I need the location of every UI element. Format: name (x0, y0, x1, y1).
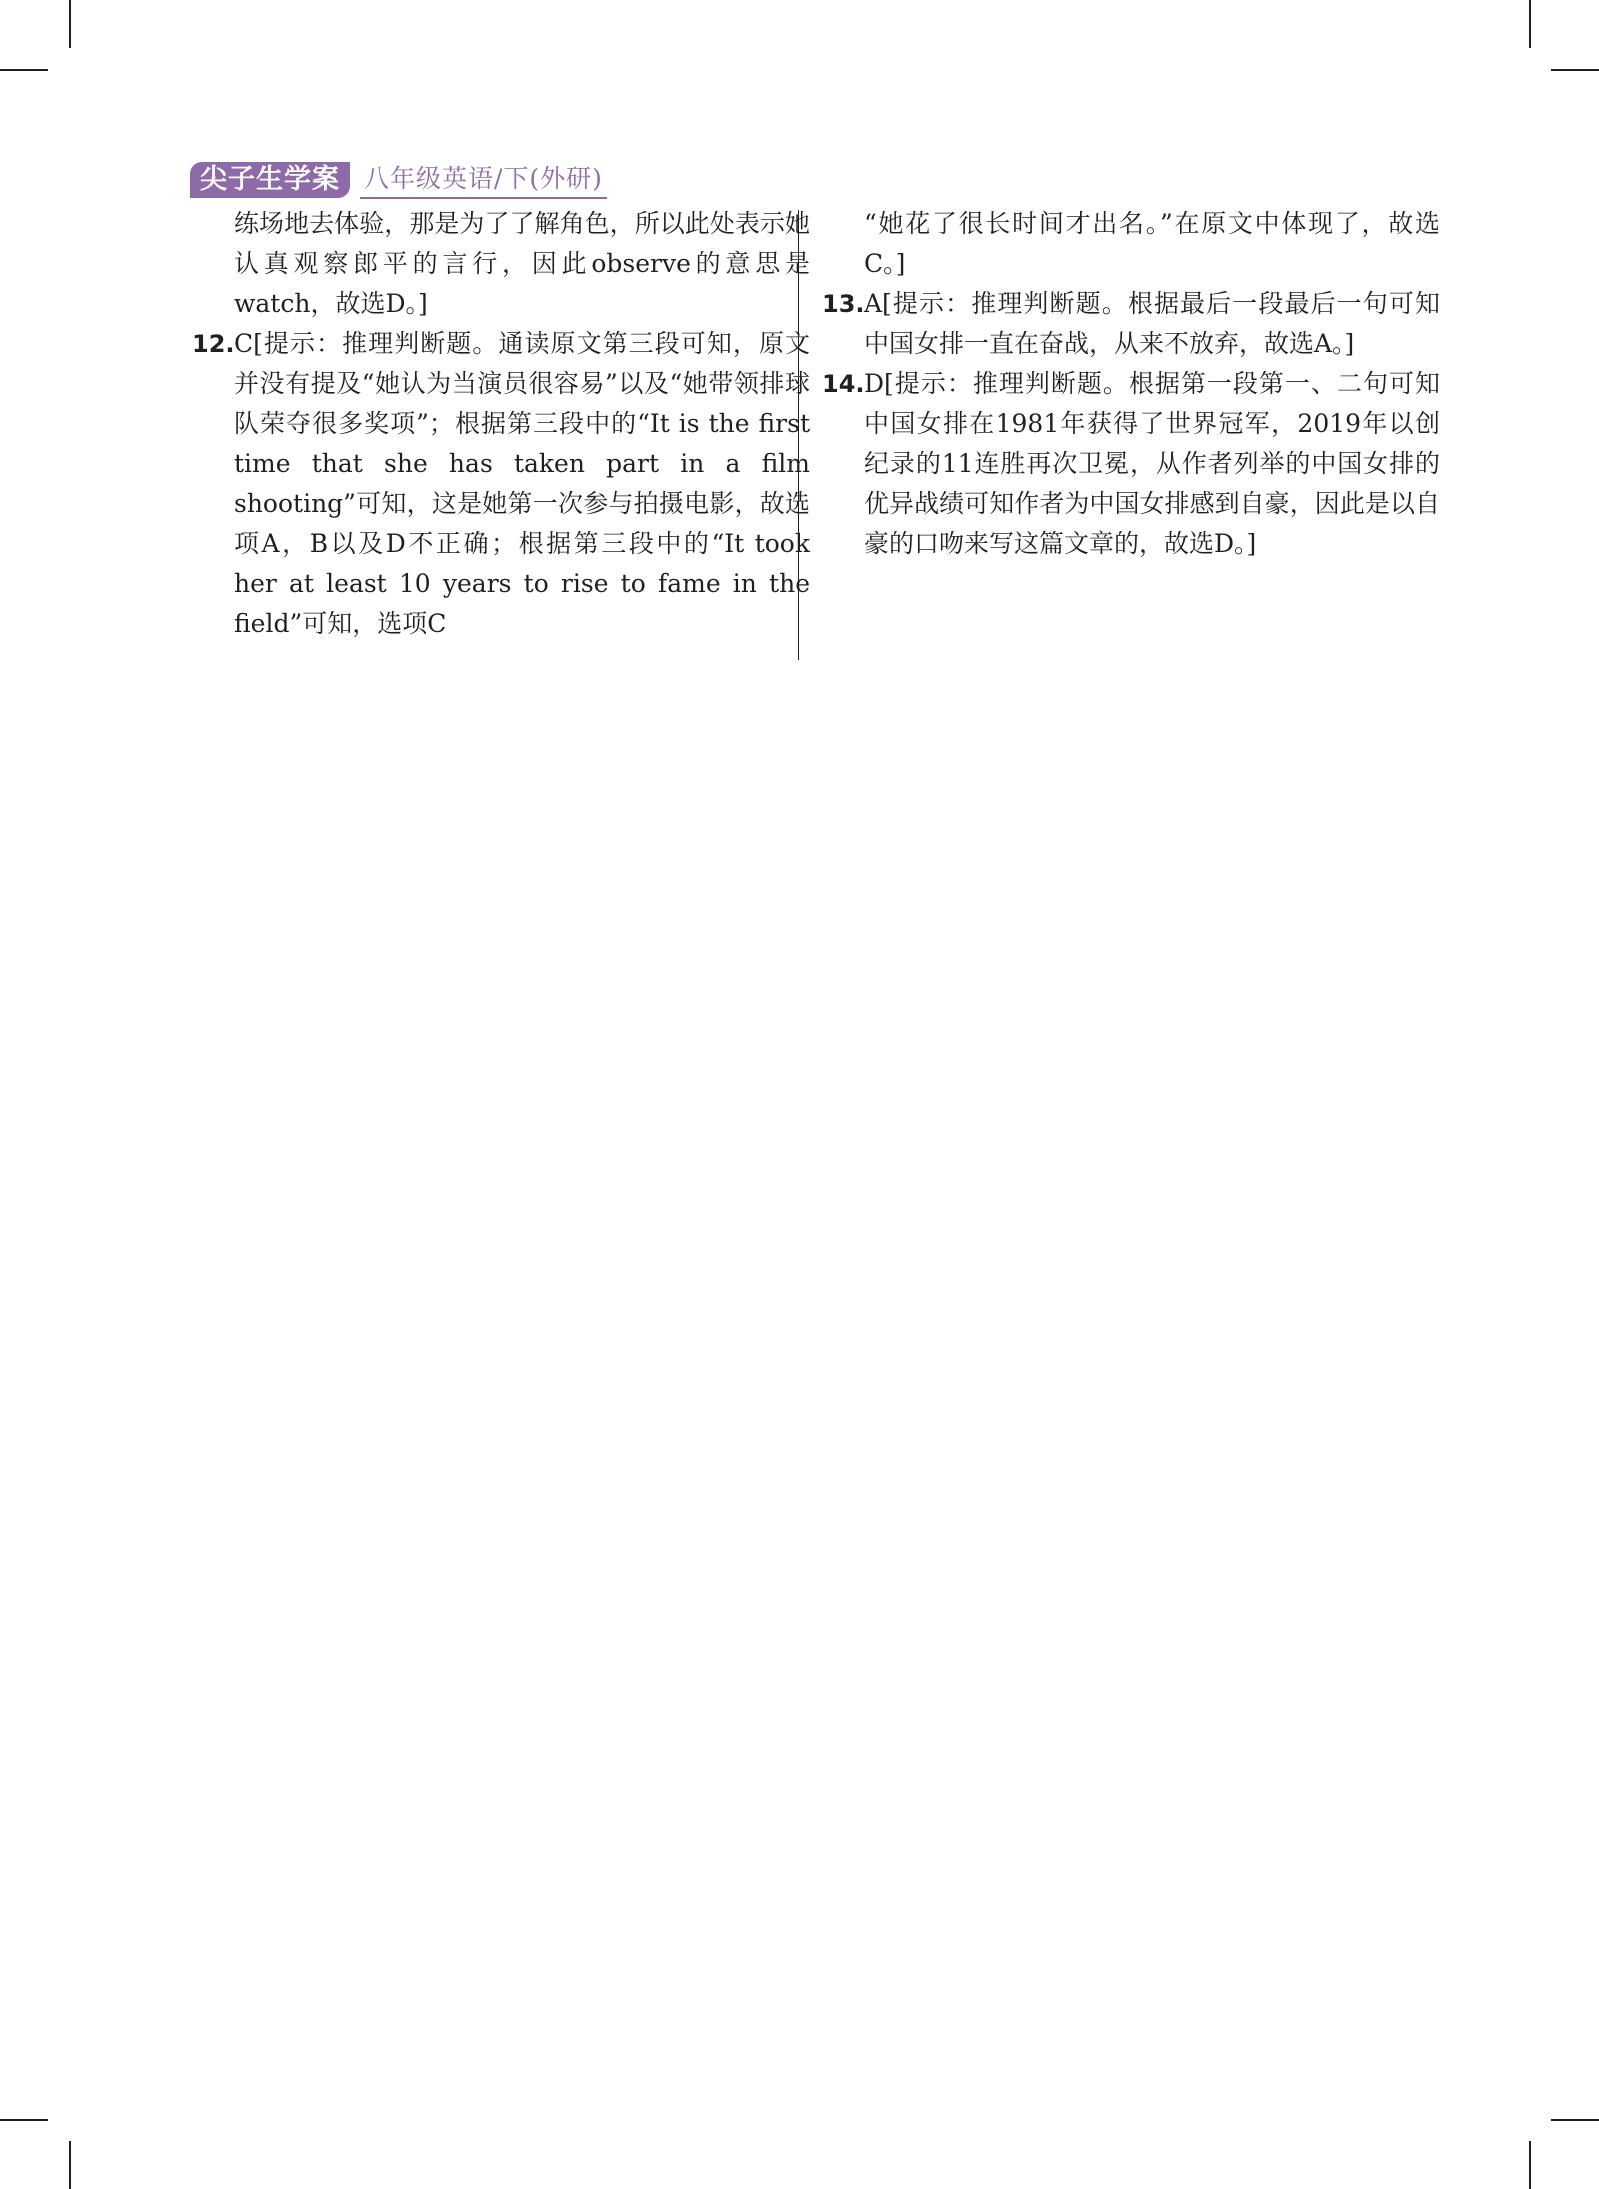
answer-item (192, 324, 810, 644)
answer-item (822, 364, 1440, 564)
answer-continuation: “她花了很长时间才出名。”在原文中体现了，故选C。] (864, 209, 1440, 278)
crop-mark (1529, 0, 1531, 48)
answer-text: D[提示：推理判断题。根据第一段第一、二句可知中国女排在1981年获得了世界冠军，2019年以创纪录的11连胜再次卫冕，从作者列举的中国女排的优异战绩可知作者为中国女排感到自豪，因此是以自豪的口吻来写这篇文章的，故选D。] (864, 369, 1440, 558)
crop-mark (0, 2119, 48, 2121)
crop-mark (69, 2141, 71, 2189)
answer-number: 14. (822, 370, 865, 398)
answer-number: 13. (822, 290, 865, 318)
crop-mark (1551, 69, 1599, 71)
crop-mark (69, 0, 71, 48)
book-subtitle: 八年级英语/下(外研) (360, 161, 607, 199)
answer-continuation: 练场地去体验，那是为了了解角色，所以此处表示她认真观察郎平的言行，因此observe的意思是watch，故选D。] (234, 209, 810, 318)
answer-text: A[提示：推理判断题。根据最后一段最后一句可知中国女排一直在奋战，从来不放弃，故选A。] (864, 289, 1440, 358)
page-header (190, 162, 607, 198)
answer-text: C[提示：推理判断题。通读原文第三段可知，原文并没有提及“她认为当演员很容易”以及“她带领排球队荣夺很多奖项”；根据第三段中的“It is the first time that she has taken part in a film shooting”可知，这是她第一次参与拍摄电影，故选项A，B以及D不正确；根据第三段中的“It took her at least 10 years to rise to fame in the field”可知，选项C (234, 329, 810, 638)
answer-number: 12. (192, 330, 235, 358)
crop-mark (0, 69, 48, 71)
right-column (822, 204, 1440, 564)
answer-item (822, 284, 1440, 364)
crop-mark (1551, 2119, 1599, 2121)
crop-mark (1529, 2141, 1531, 2189)
brand-logo: 尖子生学案 (190, 162, 350, 198)
left-column (192, 204, 810, 644)
